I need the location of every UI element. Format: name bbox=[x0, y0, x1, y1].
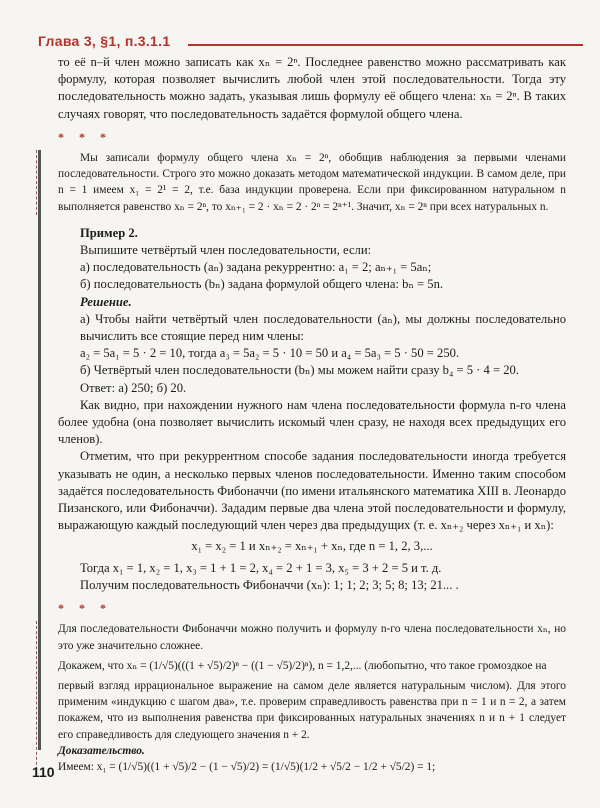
paragraph: Для последовательности Фибоначчи можно получить и формулу n-го члена последовательности xₙ, но это уже значительно сложнее. bbox=[58, 623, 566, 652]
example-item-b: б) последовательность (bₙ) задана формулой общего члена: bₙ = 5n. bbox=[80, 277, 444, 292]
paragraph: Мы записали формулу общего члена xₙ = 2ⁿ, обобщив наблюдения за первыми членами последовательности. Строго это можно доказать методом математической индукции. В самом деле, при n = 1 имеем x₁ = 2¹ = 2, т.е. база индукции проверена. Если при фиксированном натуральном n выполняется равенство xₙ = 2ⁿ, то xₙ₊₁ = 2 · xₙ = 2 · 2ⁿ = 2ⁿ⁺¹. Значит, xₙ = 2ⁿ при всех натуральных n. bbox=[58, 152, 566, 213]
proof-line: Имеем: x₁ = (1/√5)((1 + √5)/2 − (1 − √5)/2) = (1/√5)(1/2 + √5/2 − 1/2 + √5/2) = 1; bbox=[58, 760, 436, 773]
example-task: Выпишите четвёртый член последовательности, если: bbox=[80, 243, 372, 258]
solution-title: Решение. bbox=[80, 294, 132, 309]
note-marker bbox=[36, 621, 43, 775]
note-marker bbox=[36, 150, 43, 215]
header-rule bbox=[188, 44, 583, 46]
solution-a: а) Чтобы найти четвёртый член последовательности (aₙ), мы должны последовательно вычислить все стоящие перед ним члены: bbox=[80, 311, 566, 344]
section-stars: * * * bbox=[58, 601, 112, 616]
solution-a-calc: a₂ = 5a₁ = 5 · 2 = 10, тогда a₃ = 5a₂ = 5 · 10 = 50 и a₄ = 5a₃ = 5 · 50 = 250. bbox=[80, 346, 460, 361]
example-item-a: а) последовательность (aₙ) задана рекуррентно: a₁ = 2; aₙ₊₁ = 5aₙ; bbox=[80, 260, 432, 275]
proof-title: Доказательство. bbox=[58, 744, 145, 757]
fibonacci-formula: x₁ = x₂ = 1 и xₙ₊₂ = xₙ₊₁ + xₙ, где n = 1, 2, 3,... bbox=[191, 539, 433, 554]
section-stars: * * * bbox=[58, 129, 112, 144]
binet-note bbox=[58, 621, 566, 775]
page-header bbox=[38, 33, 583, 53]
fibonacci-sequence: Получим последовательность Фибоначчи (xₙ): 1; 1; 2; 3; 5; 8; 13; 21... . bbox=[80, 577, 459, 592]
paragraph: Отметим, что при рекуррентном способе задания последовательности иногда требуется указывать не один, а несколько первых членов последовательности. Именно таким способом задаётся последовательность Фибоначчи (по имени итальянского математика XIII в. Леонардо Пизанского, или Фибоначчи). Зададим первые два члена этой последовательности и формулу, выражающую каждый последующий член через два предыдущих (т. е. xₙ₊₂ через xₙ₊₁ и xₙ): bbox=[58, 449, 566, 533]
paragraph: первый взгляд иррациональное выражение на самом деле является натуральным числом). Для этого применим «индукцию с шагом два», т.е. проверим справедливость равенства при n = 1 и n = 2, а затем покажем, что из выполнения равенства при фиксированных натуральных значениях n и n + 1 следует его справедливость для следующего значения n + 2. bbox=[58, 679, 566, 741]
chapter-title: Глава 3, §1, п.3.1.1 bbox=[38, 33, 171, 49]
page-content bbox=[58, 54, 566, 775]
fibonacci-terms: Тогда x₁ = 1, x₂ = 1, x₃ = 1 + 1 = 2, x₄ = 2 + 1 = 3, x₅ = 3 + 2 = 5 и т. д. bbox=[80, 560, 442, 575]
paragraph: то её n–й член можно записать как xₙ = 2ⁿ. Последнее равенство можно рассматривать как формулу, которая позволяет вычислить любой член этой последовательности. Тогда эту последовательность можно задать, указывая лишь формулу её общего члена: xₙ = 2ⁿ. В таких случаях говорят, что последовательность задаётся формулой общего члена. bbox=[58, 55, 566, 121]
induction-note bbox=[58, 150, 566, 215]
binet-formula: Докажем, что xₙ = (1/√5)(((1 + √5)/2)ⁿ − ((1 − √5)/2)ⁿ), n = 1,2,... (любопытно, что такое громоздкое на bbox=[58, 659, 547, 672]
paragraph: Как видно, при нахождении нужного нам члена последовательности формула n-го члена более удобна (она позволяет вычислить искомый член сразу, не находя всех предыдущих его членов). bbox=[58, 397, 566, 447]
answer: Ответ: а) 250; б) 20. bbox=[80, 380, 187, 395]
example-title: Пример 2. bbox=[80, 225, 138, 240]
page-number: 110 bbox=[32, 764, 55, 780]
solution-b: б) Четвёртый член последовательности (bₙ) мы можем найти сразу b₄ = 5 · 4 = 20. bbox=[80, 363, 519, 378]
